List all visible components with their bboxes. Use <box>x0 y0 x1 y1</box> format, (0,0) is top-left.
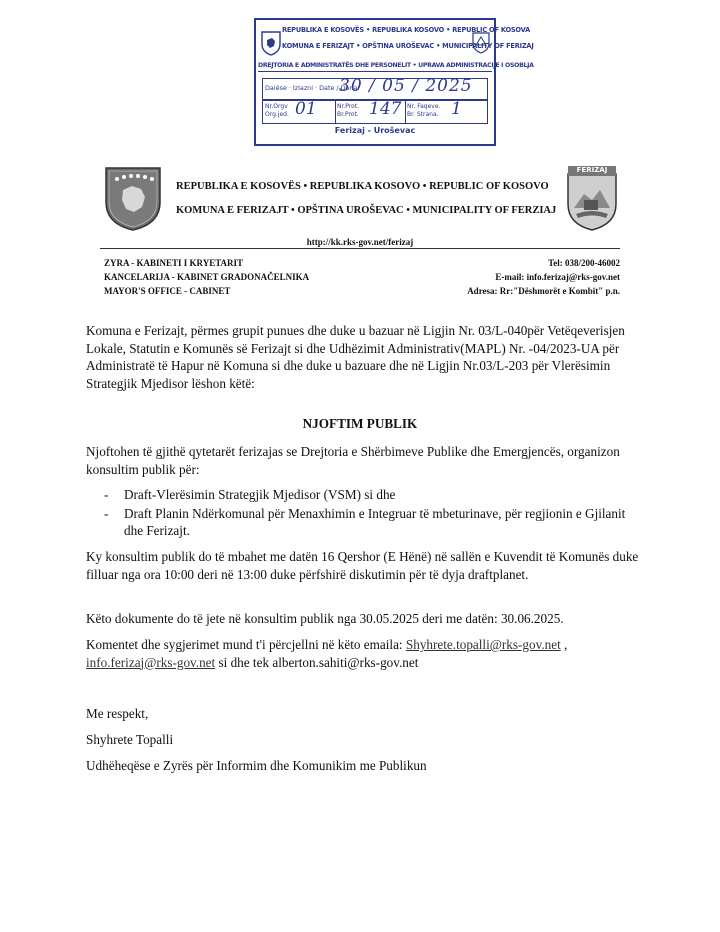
email-link-info[interactable]: info.ferizaj@rks-gov.net <box>86 654 216 670</box>
consultation-paragraph: Ky konsultim publik do të mbahet me datën 16 Qershor (E Hënë) në sallën e Kuvendit të Komunës duke filluar nga ora 10:00 deri në 13:00 duke përfshirë diskutimin për të dyja draftplanet. <box>86 549 639 582</box>
header-municipality: KOMUNA E FERIZAJT • OPŠTINA UROŠEVAC • MUNICIPALITY OF FERZIAJ <box>176 205 557 216</box>
list-item <box>104 486 644 504</box>
office-name-sr: KANCELARIJA - KABINET GRADONAČELNIKA <box>104 272 310 282</box>
stamp-org-cell <box>263 101 336 123</box>
registration-stamp <box>254 18 534 146</box>
office-block-right <box>467 256 620 298</box>
draft-list <box>104 486 644 541</box>
kosovo-emblem-icon <box>260 30 282 56</box>
list-bullet: - <box>104 487 109 502</box>
comments-paragraph <box>86 636 646 671</box>
comments-suffix: si dhe tek alberton.sahiti@rks-gov.net <box>215 654 419 670</box>
header-url[interactable]: http://kk.rks-gov.net/ferizaj <box>306 237 414 247</box>
stamp-date-value: 30 / 05 / 2025 <box>339 76 473 96</box>
stamp-prot-cell <box>335 101 406 123</box>
stamp-pages-cell <box>405 101 487 123</box>
stamp-org-label: Nr.Orgv Org.jed. <box>265 103 289 118</box>
office-email: E-mail: info.ferizaj@rks-gov.net <box>495 272 620 282</box>
documents-paragraph: Këto dokumente do të jete në konsultim publik nga 30.05.2025 deri me datën: 30.06.2025. <box>86 611 564 626</box>
stamp-org-value: 01 <box>295 99 317 119</box>
stamp-line-3: DREJTORIA E ADMINISTRATËS DHE PERSONELIT • UPRAVA ADMINISTRACIJE I OSOBLJA <box>258 62 492 72</box>
list-item-text: Draft Planin Ndërkomunal për Menaxhimin e Integruar të mbeturinave, për regjionin e Gjilanit dhe Ferizajt. <box>124 505 626 538</box>
list-item-text: Draft-Vlerësimin Strategjik Mjedisor (VSM) si dhe <box>124 487 396 502</box>
email-link-topalli[interactable]: Shyhrete.topalli@rks-gov.net <box>405 637 561 652</box>
office-address: Adresa: Rr:"Dëshmorët e Kombit" p.n. <box>467 286 620 296</box>
ferizaj-emblem-label: FERIZAJ <box>576 166 608 174</box>
document-title: NJOFTIM PUBLIK <box>302 416 418 431</box>
stamp-pages-label: Nr. Faqeve. Br. Strana. <box>407 103 441 118</box>
comments-prefix: Komentet dhe sygjerimet mund t'i përcjellni në këto emaila: <box>86 637 406 652</box>
stamp-number-row <box>262 100 488 124</box>
kosovo-coat-of-arms-icon <box>104 166 162 232</box>
notice-paragraph: Njoftohen të gjithë qytetarët ferizajas se Drejtoria e Shërbimeve Publike dhe Emergjencës, organizon konsultim publik për: <box>86 444 620 477</box>
stamp-date-box <box>262 78 488 100</box>
intro-paragraph: Komuna e Ferizajt, përmes grupit punues dhe duke u bazuar në Ligjin Nr. 03/L-040për Vetëqeverisjen Lokale, Statutin e Komunës së Ferizajt si dhe Udhëzimit Administrativ(MAPL) Nr. -04/2023-UA për Administratë të Hapur në Komuna si dhe duke u bazuare dhe në Ligjin Nr.03/L-203 për Vlerësimin Strategjik Mjedisor lëshon këtë: <box>86 323 625 391</box>
office-name-en: MAYOR'S OFFICE - CABINET <box>104 286 231 296</box>
signatory-role: Udhëheqëse e Zyrës për Informim dhe Komunikim me Publikun <box>86 758 427 773</box>
office-block-left <box>104 256 309 298</box>
office-phone: Tel: 038/200-46002 <box>548 258 620 268</box>
stamp-date-label: Dalëse · Izlazni · Date / Dana: <box>265 84 360 92</box>
stamp-pages-value: 1 <box>451 99 462 119</box>
stamp-line-1: REPUBLIKA E KOSOVËS • REPUBLIKA KOSOVO • REPUBLIC OF KOSOVA <box>282 26 531 34</box>
header-republic: REPUBLIKA E KOSOVËS • REPUBLIKA KOSOVO • REPUBLIC OF KOSOVO <box>176 181 549 192</box>
header-divider <box>100 248 620 249</box>
list-bullet: - <box>104 505 109 521</box>
office-name-sq: ZYRA - KABINETI I KRYETARIT <box>104 258 244 268</box>
signatory-name: Shyhrete Topalli <box>86 732 174 747</box>
list-item <box>104 505 644 540</box>
closing-text: Me respekt, <box>86 706 149 721</box>
stamp-prot-value: 147 <box>369 99 402 119</box>
stamp-line-2: KOMUNA E FERIZAJT • OPŠTINA UROŠEVAC • MUNICIPALITY OF FERIZAJ <box>282 42 534 50</box>
ferizaj-emblem-icon <box>566 164 618 232</box>
comments-separator: , <box>560 637 568 652</box>
stamp-prot-label: Nr.Prot. Br.Prot. <box>337 103 360 118</box>
stamp-place: Ferizaj - Uroševac <box>334 126 416 135</box>
